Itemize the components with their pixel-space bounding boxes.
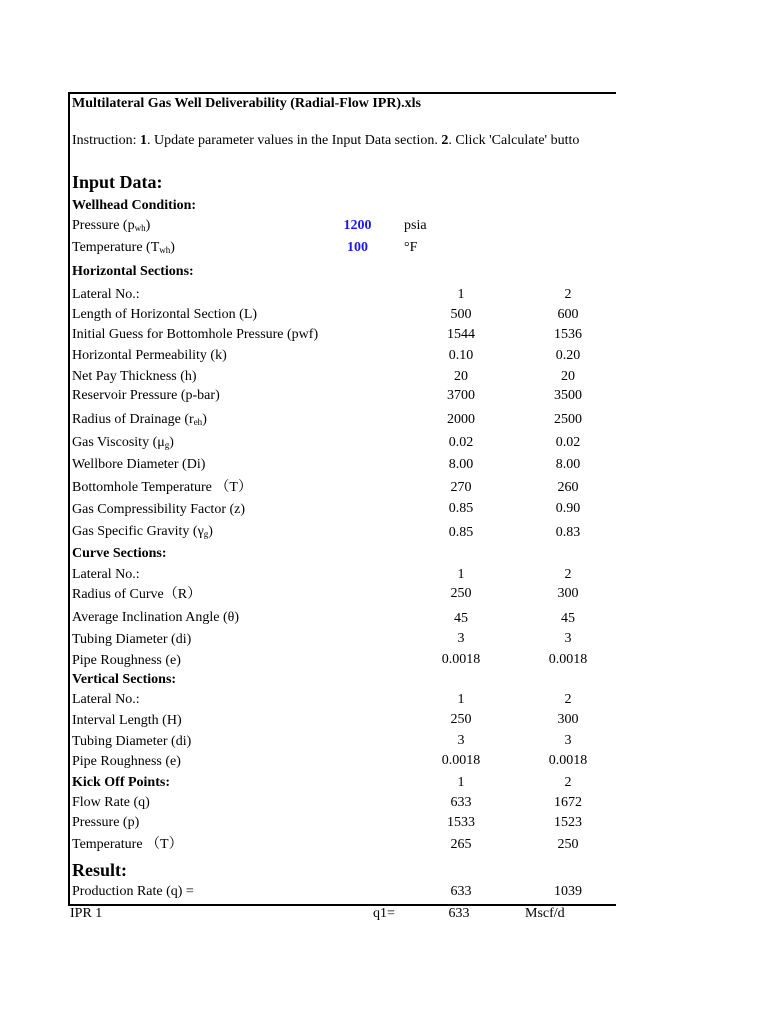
h-z-label: Gas Compressibility Factor (z) [72, 502, 246, 517]
sheet-title: Multilateral Gas Well Deliverability (Radial-Flow IPR).xls [72, 96, 421, 111]
h-length-2[interactable]: 600 [557, 307, 579, 322]
k-temp-2: 250 [557, 837, 579, 852]
h-res-pressure-label: Reservoir Pressure (p-bar) [72, 388, 220, 403]
instruction-text: Instruction: 1. Update parameter values in the Input Data section. 2. Click 'Calculate' butto [72, 133, 580, 148]
c-angle-2[interactable]: 45 [561, 611, 575, 626]
v-rough-2[interactable]: 0.0018 [548, 753, 588, 768]
kickoff-point-1: 1 [457, 775, 465, 790]
h-drainage-label: Radius of Drainage $(r_{eh})$ [72, 412, 207, 427]
h-perm-label: Horizontal Permeability (k) [72, 348, 227, 363]
h-viscosity-label: Gas Viscosity $(\mu_g)$ [72, 435, 174, 450]
v-interval-2[interactable]: 300 [557, 712, 579, 727]
wellhead-temperature-label: Temperature $(T_{wh})$ [72, 240, 175, 255]
h-thickness-2[interactable]: 20 [561, 369, 575, 384]
vertical-heading: Vertical Sections: [72, 672, 177, 687]
h-pwf-1[interactable]: 1544 [447, 327, 475, 342]
result-heading: Result: [72, 860, 127, 880]
k-pressure-label: Pressure (p) [72, 815, 140, 830]
kickoff-heading: Kick Off Points: [72, 775, 170, 790]
c-rough-1[interactable]: 0.0018 [441, 652, 481, 667]
c-rough-label: Pipe Roughness (e) [72, 653, 181, 668]
input-data-heading: Input Data: [72, 172, 163, 192]
v-tubing-2[interactable]: 3 [564, 733, 572, 748]
k-pressure-2: 1523 [554, 815, 582, 830]
wellhead-pressure-input[interactable]: 1200 [343, 218, 372, 233]
c-radius-label: Radius of Curve（R） [72, 587, 202, 602]
v-rough-1[interactable]: 0.0018 [441, 753, 481, 768]
h-drainage-2[interactable]: 2500 [554, 412, 582, 427]
ipr-unit: Mscf/d [525, 906, 565, 921]
c-angle-label: Average Inclination Angle (θ) [72, 610, 239, 625]
h-diameter-2[interactable]: 8.00 [555, 457, 581, 472]
wellhead-temperature-unit: °F [404, 240, 418, 255]
c-tubing-label: Tubing Diameter (di) [72, 632, 192, 647]
h-perm-2[interactable]: 0.20 [555, 348, 581, 363]
h-sg-label: Gas Specific Gravity $(\gamma_g)$ [72, 524, 213, 539]
c-tubing-1[interactable]: 3 [457, 631, 465, 646]
c-lateral-1: 1 [457, 567, 465, 582]
h-length-1[interactable]: 500 [450, 307, 472, 322]
wellhead-pressure-unit: psia [404, 218, 427, 233]
ipr-label: IPR 1 [70, 906, 103, 921]
h-lateral-label: Lateral No.: [72, 287, 140, 302]
h-sg-2[interactable]: 0.83 [555, 525, 581, 540]
h-diameter-label: Wellbore Diameter (Di) [72, 457, 206, 472]
h-bh-temp-1[interactable]: 270 [450, 480, 472, 495]
v-lateral-2: 2 [564, 692, 572, 707]
v-rough-label: Pipe Roughness (e) [72, 754, 181, 769]
curve-heading: Curve Sections: [72, 546, 167, 561]
h-viscosity-1[interactable]: 0.02 [448, 435, 474, 450]
wellhead-temperature-input[interactable]: 100 [347, 240, 368, 255]
v-lateral-1: 1 [457, 692, 465, 707]
v-interval-label: Interval Length (H) [72, 713, 182, 728]
production-rate-1: 633 [450, 884, 472, 899]
k-flow-2: 1672 [554, 795, 582, 810]
kickoff-point-2: 2 [564, 775, 572, 790]
h-thickness-label: Net Pay Thickness (h) [72, 369, 197, 384]
h-bh-temp-label: Bottomhole Temperature （T） [72, 480, 252, 495]
h-lateral-2: 2 [564, 287, 572, 302]
horizontal-heading: Horizontal Sections: [72, 264, 194, 279]
spreadsheet [68, 92, 616, 906]
c-lateral-2: 2 [564, 567, 572, 582]
c-rough-2[interactable]: 0.0018 [548, 652, 588, 667]
production-rate-2: 1039 [554, 884, 582, 899]
v-tubing-1[interactable]: 3 [457, 733, 465, 748]
h-pwf-2[interactable]: 1536 [554, 327, 582, 342]
k-pressure-1: 1533 [447, 815, 475, 830]
k-flow-1: 633 [450, 795, 472, 810]
h-z-1[interactable]: 0.85 [448, 501, 474, 516]
h-length-label: Length of Horizontal Section (L) [72, 307, 258, 322]
c-radius-2[interactable]: 300 [557, 586, 579, 601]
ipr-q-value: 633 [448, 906, 470, 921]
wellhead-heading: Wellhead Condition: [72, 198, 197, 213]
v-lateral-label: Lateral No.: [72, 692, 140, 707]
h-diameter-1[interactable]: 8.00 [448, 457, 474, 472]
k-flow-label: Flow Rate (q) [72, 795, 150, 810]
h-sg-1[interactable]: 0.85 [448, 525, 474, 540]
c-tubing-2[interactable]: 3 [564, 631, 572, 646]
h-viscosity-2[interactable]: 0.02 [555, 435, 581, 450]
h-drainage-1[interactable]: 2000 [447, 412, 475, 427]
h-lateral-1: 1 [457, 287, 465, 302]
wellhead-pressure-label: Pressure $(p_{wh})$ [72, 218, 151, 233]
h-perm-1[interactable]: 0.10 [448, 348, 474, 363]
h-thickness-1[interactable]: 20 [454, 369, 468, 384]
h-bh-temp-2[interactable]: 260 [557, 480, 579, 495]
v-interval-1[interactable]: 250 [450, 712, 472, 727]
k-temp-1: 265 [450, 837, 472, 852]
h-res-pressure-1[interactable]: 3700 [447, 388, 475, 403]
c-radius-1[interactable]: 250 [450, 586, 472, 601]
h-z-2[interactable]: 0.90 [555, 501, 581, 516]
c-angle-1[interactable]: 45 [454, 611, 468, 626]
v-tubing-label: Tubing Diameter (di) [72, 734, 192, 749]
h-pwf-label: Initial Guess for Bottomhole Pressure (pwf) [72, 327, 319, 342]
h-res-pressure-2[interactable]: 3500 [554, 388, 582, 403]
k-temp-label: Temperature （T） [72, 837, 183, 852]
production-rate-label: Production Rate (q) = [72, 884, 194, 899]
c-lateral-label: Lateral No.: [72, 567, 140, 582]
ipr-q-label: q1= [373, 906, 395, 921]
